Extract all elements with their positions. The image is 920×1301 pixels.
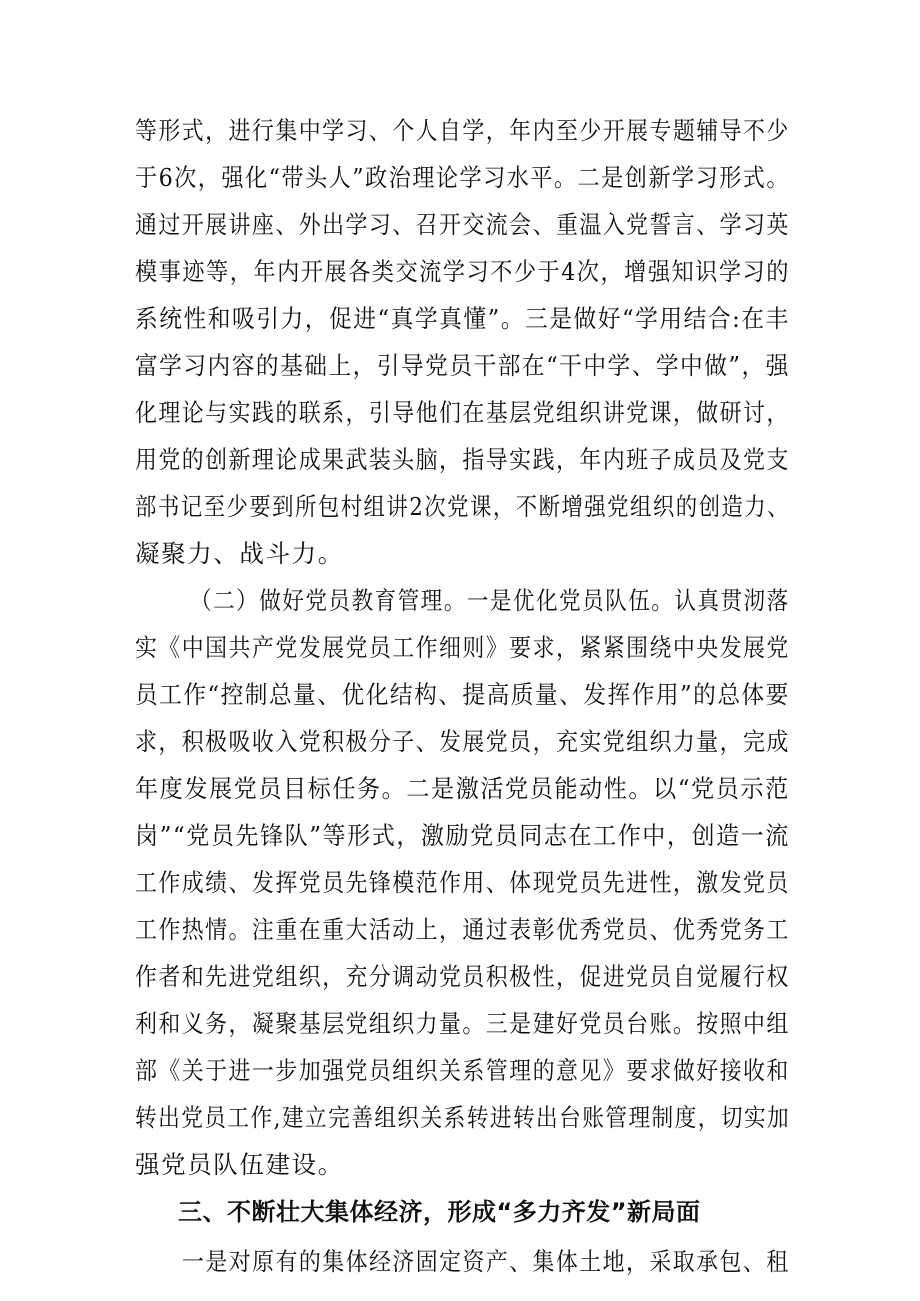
text-line-18: 工作热情。注重在重大活动上，通过表彰优秀党员、优秀党务工: [135, 915, 790, 944]
text-line-6: 富学习内容的基础上，引导党员干部在“干中学、学中做”，强: [135, 351, 790, 380]
text-line-1: 等形式，进行集中学习、个人自学，年内至少开展专题辅导不少: [135, 116, 790, 145]
text-line-14: 求，积极吸收入党积极分子、发展党员，充实党组织力量，完成: [135, 727, 790, 756]
text-line-16: 岗”“党员先锋队”等形式，激励党员同志在工作中，创造一流: [135, 821, 790, 850]
text-line-9: 部书记至少要到所包村组讲2次党课，不断增强党组织的创造力、: [135, 492, 790, 521]
text-line-10: 凝聚力、战斗力。: [135, 539, 344, 568]
text-line-15: 年度发展党员目标任务。二是激活党员能动性。以“党员示范: [135, 774, 790, 803]
text-line-2: 于6次，强化“带头人”政治理论学习水平。二是创新学习形式。: [135, 163, 791, 192]
text-line-11: （二）做好党员教育管理。一是优化党员队伍。认真贯沏落: [190, 586, 790, 615]
text-line-13: 员工作“控制总量、优化结构、提高质量、发挥作用”的总体要: [135, 680, 790, 709]
text-line-17: 工作成绩、发挥党员先锋模范作用、体现党员先进性，激发党员: [135, 868, 790, 897]
text-line-3: 通过开展讲座、外出学习、召开交流会、重温入党誓言、学习英: [135, 210, 790, 239]
text-line-22: 转出党员工作,建立完善组织关系转进转出台账管理制度，切实加: [135, 1103, 791, 1132]
text-line-23: 强党员队伍建设。: [135, 1150, 344, 1179]
text-line-20: 利和义务，凝聚基层党组织力量。三是建好党员台账。按照中组: [135, 1009, 790, 1038]
text-line-8: 用党的创新理论成果武装头脑，指导实践，年内班子成员及党支: [135, 445, 790, 474]
text-line-19: 作者和先进党组织，充分调动党员积极性，促进党员自觉履行权: [135, 962, 790, 991]
text-line-12: 实《中国共产党发展党员工作细则》要求，紧紧围绕中央发展党: [135, 633, 790, 662]
text-line-4: 模事迹等，年内开展各类交流学习不少于4次，增强知识学习的: [135, 257, 790, 286]
text-line-7: 化理论与实践的联系，引导他们在基层党组织讲党课，做研讨，: [135, 398, 790, 427]
section-heading: 三、不断壮大集体经济，形成“多力齐发”新局面: [178, 1198, 701, 1226]
text-line-5: 系统性和吸引力，促进“真学真懂”。三是做好“学用结合:在丰: [135, 304, 790, 333]
text-line-21: 部《关于进一步加强党员组织关系管理的意见》要求做好接收和: [135, 1056, 790, 1085]
text-line-last: 一是对原有的集体经济固定资产、集体土地，采取承包、租: [182, 1247, 790, 1276]
